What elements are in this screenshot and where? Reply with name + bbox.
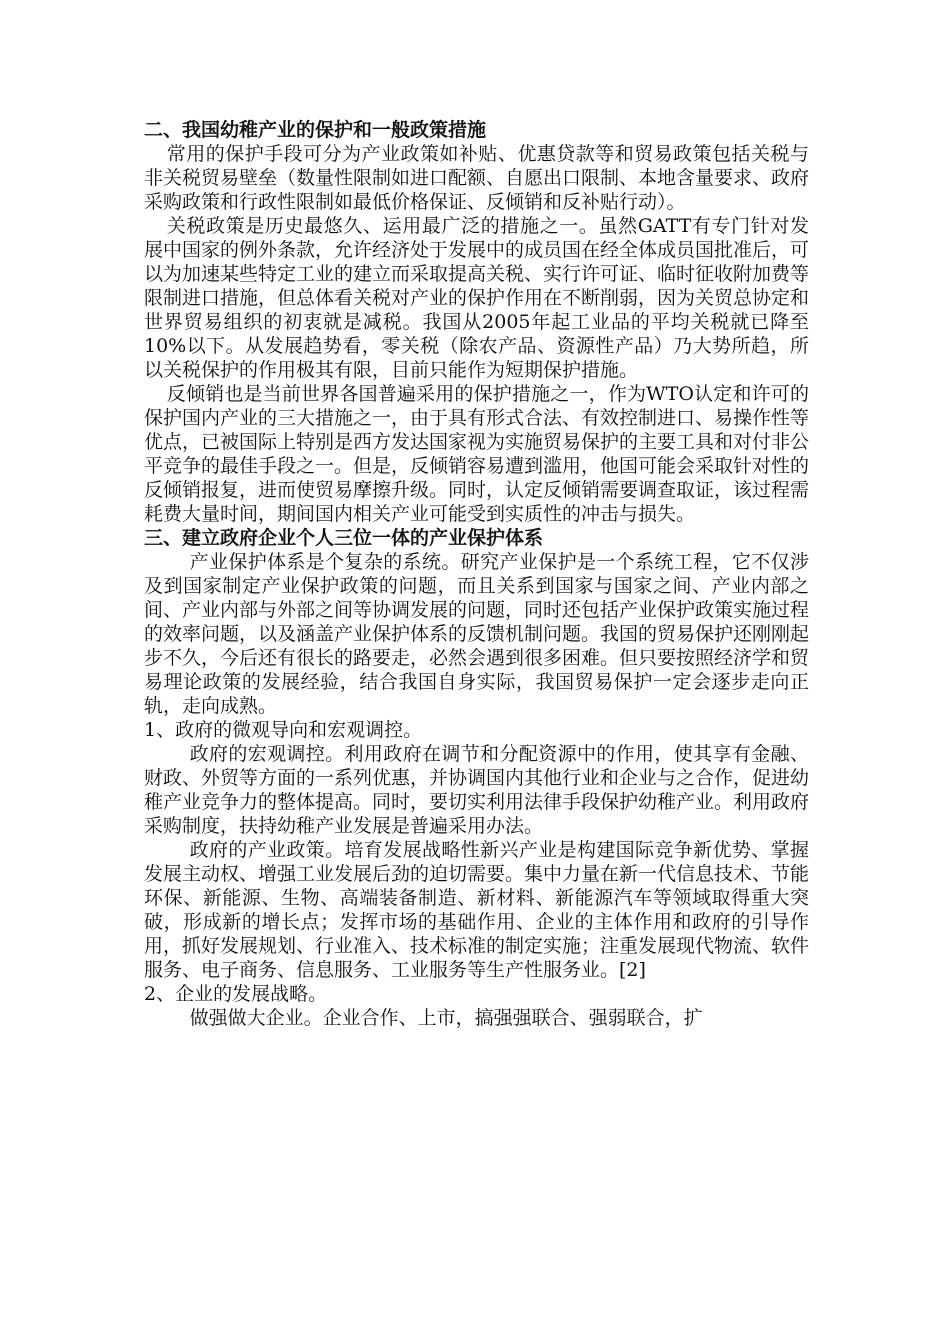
subsection-heading: 2、企业的发展战略。 [144, 983, 328, 1005]
paragraph: 产业保护体系是个复杂的系统。研究产业保护是一个系统工程，它不仅涉及到国家制定产业保护政策的问题，而且关系到国家与国家之间、产业内部之间、产业内部与外部之间等协调发展的问题，同时还包括产业保护政策实施过程的效率问题，以及涵盖产业保护体系的反馈机制问题。我国的贸易保护还刚刚起步不久，今后还有很长的路要走，必然会遇到很多困难。但只要按照经济学和贸易理论政策的发展经验，结合我国自身实际，我国贸易保护一定会逐步走向正轨，走向成熟。 [144, 551, 810, 717]
paragraph: 政府的宏观调控。利用政府在调节和分配资源中的作用，使其享有金融、财政、外贸等方面的一系列优惠，并协调国内其他行业和企业与之合作，促进幼稚产业竞争力的整体提高。同时，要切实利用法律手段保护幼稚产业。利用政府采购制度，扶持幼稚产业发展是普遍采用办法。 [144, 743, 810, 837]
paragraph: 做强做大企业。企业合作、上市，搞强强联合、强弱联合，扩 [189, 1007, 703, 1029]
paragraph: 政府的产业政策。培育发展战略性新兴产业是构建国际竞争新优势、掌握发展主动权、增强工业发展后劲的迫切需要。集中力量在新一代信息技术、节能环保、新能源、生物、高端装备制造、新材料、新能源汽车等领域取得重大突破，形成新的增长点；发挥市场的基础作用、企业的主体作用和政府的引导作用，抓好发展规划、行业准入、技术标准的制定实施；注重发展现代物流、软件服务、电子商务、信息服务、工业服务等生产性服务业。[2] [144, 839, 810, 981]
paragraph: 关税政策是历史最悠久、运用最广泛的措施之一。虽然GATT有专门针对发展中国家的例外条款，允许经济处于发展中的成员国在经全体成员国批准后，可以为加速某些特定工业的建立而采取提高关税、实行许可证、临时征收附加费等限制进口措施，但总体看关税对产业的保护作用在不断削弱，因为关贸总协定和世界贸易组织的初衷就是减税。我国从2005年起工业品的平均关税就已降至10%以下。从发展趋势看，零关税（除农产品、资源性产品）乃大势所趋，所以关税保护的作用极其有限，目前只能作为短期保护措施。 [144, 215, 810, 381]
section-heading: 二、我国幼稚产业的保护和一般政策措施 [144, 119, 487, 141]
section-heading: 三、建立政府企业个人三位一体的产业保护体系 [144, 527, 544, 549]
subsection-heading: 1、政府的微观导向和宏观调控。 [144, 719, 423, 741]
paragraph: 常用的保护手段可分为产业政策如补贴、优惠贷款等和贸易政策包括关税与非关税贸易壁垒（数量性限制如进口配额、自愿出口限制、本地含量要求、政府采购政策和行政性限制如最低价格保证、反倾销和反补贴行动）。 [144, 143, 810, 213]
paragraph: 反倾销也是当前世界各国普遍采用的保护措施之一，作为WTO认定和许可的保护国内产业的三大措施之一，由于具有形式合法、有效控制进口、易操作性等优点，已被国际上特别是西方发达国家视为实施贸易保护的主要工具和对付非公平竞争的最佳手段之一。但是，反倾销容易遭到滥用，他国可能会采取针对性的反倾销报复，进而使贸易摩擦升级。同时，认定反倾销需要调查取证，该过程需耗费大量时间，期间国内相关产业可能受到实质性的冲击与损失。 [144, 383, 810, 525]
document-page [144, 118, 809, 1030]
